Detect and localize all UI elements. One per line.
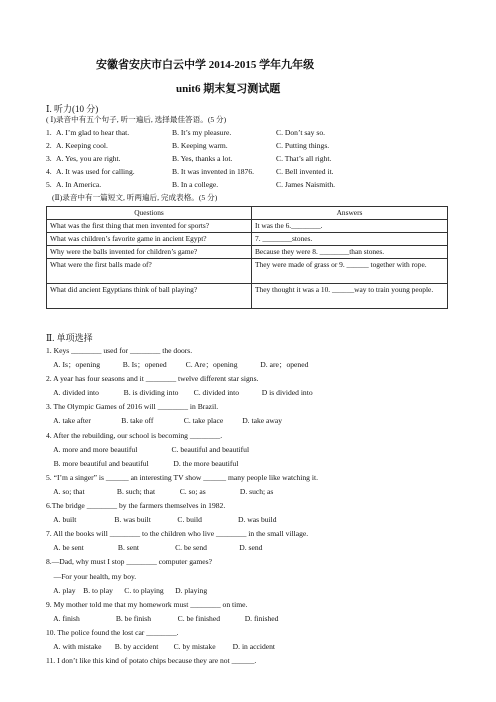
listening-part1-instruction: ( Ⅰ)录音中有五个句子, 听一遍后, 选择最佳答语。(5 分) (46, 115, 227, 124)
table-row (47, 259, 448, 284)
answer-cell: It was the 6.________. (252, 220, 448, 233)
choice-line: A. divided into B. is dividing into C. divided into D is divided into (46, 388, 313, 398)
answer-table (46, 206, 448, 309)
choice-line: A. built B. was built C. build D. was build (46, 515, 277, 525)
choice-line: A. with mistake B. by accident C. by mistake D. in accident (46, 641, 276, 651)
choice-line: —For your health, my boy. (46, 571, 137, 581)
option-b: B. Keeping warm. (172, 141, 228, 150)
table-row (47, 233, 448, 246)
choice-header: Ⅱ. 单项选择 (46, 333, 93, 343)
option-a: A. I’m glad to hear that. (56, 128, 130, 137)
answer-cell: 7. ________stones. (252, 233, 448, 246)
option-c: C. Bell invented it. (276, 167, 334, 176)
title-line-1: 安徽省安庆市白云中学 2014-2015 学年九年级 (96, 59, 315, 71)
option-b: B. It’s my pleasure. (172, 128, 232, 137)
option-a: A. In America. (56, 180, 102, 189)
choice-questions (46, 346, 318, 670)
option-c: C. Putting things. (276, 141, 330, 150)
option-a: A. Keeping cool. (56, 141, 108, 150)
listening-part2-instruction: (Ⅱ)录音中有一篇短文, 听两遍后, 完成表格。(5 分) (52, 193, 218, 202)
item-number: 3. (46, 154, 52, 163)
choice-line: 11. I don’t like this kind of potato chips because they are not ______. (46, 656, 257, 666)
table-header-row (47, 207, 448, 220)
listening-header: Ⅰ. 听力(10 分) (46, 104, 99, 114)
choice-line: 1. Keys ________ used for ________ the doors. (46, 346, 193, 355)
choice-line: 4. After the rebuilding, our school is becoming ________. (46, 430, 223, 440)
choice-line: 3. The Olympic Games of 2016 will ________ in Brazil. (46, 402, 219, 412)
choice-line: 9. My mother told me that my homework must ________ on time. (46, 599, 248, 609)
choice-line: 8.—Dad, why must I stop ________ computer games? (46, 557, 212, 567)
column-header-questions: Questions (47, 207, 252, 220)
answer-cell: They thought it was a 10. ______way to train young people. (252, 284, 448, 309)
item-number: 2. (46, 141, 52, 150)
question-cell: What did ancient Egyptians think of ball playing? (47, 284, 252, 309)
choice-line: B. more beautiful and beautiful D. the more beautiful (46, 458, 239, 468)
column-header-answers: Answers (252, 207, 448, 220)
choice-line: A. so; that B. such; that C. so; as D. such; as (46, 486, 274, 496)
table-row (47, 220, 448, 233)
option-c: C. That’s all right. (276, 154, 332, 163)
option-c: C. Don’t say so. (276, 128, 326, 137)
item-number: 4. (46, 167, 52, 176)
option-a: A. Yes, you are right. (56, 154, 121, 163)
table-row (47, 284, 448, 309)
option-a: A. It was used for calling. (56, 167, 135, 176)
choice-line: 2. A year has four seasons and it ________ twelve different star signs. (46, 374, 259, 384)
option-b: B. It was invented in 1876. (172, 167, 255, 176)
question-cell: What were the first balls made of? (47, 259, 252, 284)
choice-line: A. play B. to play C. to playing D. playing (46, 585, 208, 595)
choice-line: 7. All the books will ________ to the children who live ________ in the small village. (46, 529, 309, 539)
choice-line: A. be sent B. sent C. be send D. send (46, 543, 263, 553)
choice-line: A. more and more beautiful C. beautiful and beautiful (46, 444, 250, 454)
item-number: 5. (46, 180, 52, 189)
answer-cell: Because they were 8. ________than stones. (252, 246, 448, 259)
answer-cell: They were made of grass or 9. ______ together with rope. (252, 259, 448, 284)
option-c: C. James Naismith. (276, 180, 336, 189)
choice-line: A. finish B. be finish C. be finished D. finished (46, 613, 279, 623)
question-cell: Why were the balls invented for children’s game? (47, 246, 252, 259)
table-row (47, 246, 448, 259)
choice-line: 6.The bridge ________ by the farmers themselves in 1982. (46, 501, 226, 511)
choice-line: 5. “I’m a singer” is ______ an interesting TV show ______ many people like watching it. (46, 472, 318, 482)
title-line-2: unit6 期末复习测试题 (176, 83, 281, 95)
item-number: 1. (46, 128, 52, 137)
question-cell: What was the first thing that men invented for sports? (47, 220, 252, 233)
option-b: B. Yes, thanks a lot. (172, 154, 233, 163)
question-cell: What was children’s favorite game in ancient Egypt? (47, 233, 252, 246)
choice-line: A. Is；opening B. Is；opened C. Are；opening D. are；opened (46, 360, 309, 370)
option-b: B. In a college. (172, 180, 219, 189)
choice-line: 10. The police found the lost car ________. (46, 627, 179, 637)
choice-line: A. take after B. take off C. take place D. take away (46, 416, 283, 426)
